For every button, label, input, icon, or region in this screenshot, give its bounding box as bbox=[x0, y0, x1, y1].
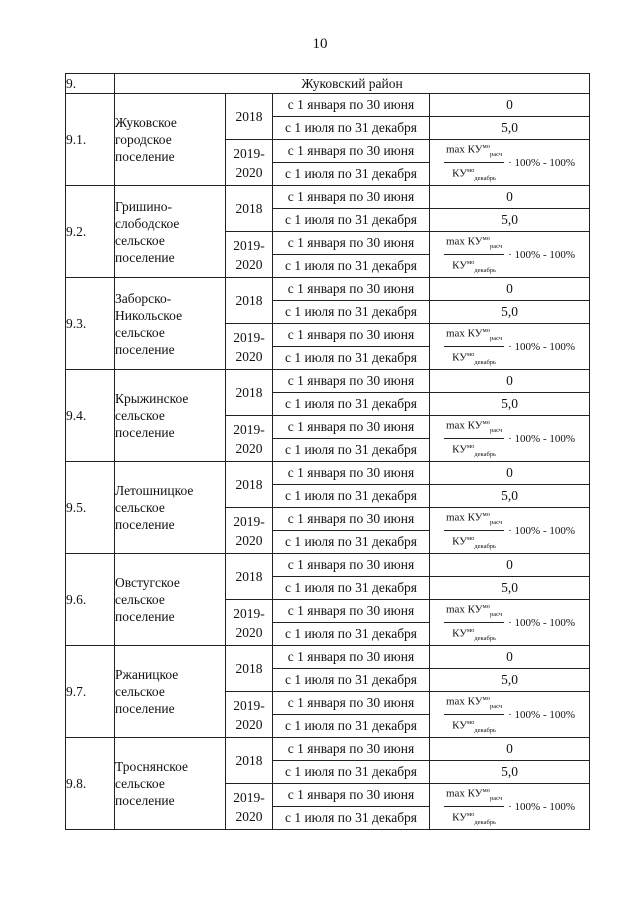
year-range: 2019-2020 bbox=[233, 789, 265, 824]
formula-cell bbox=[430, 600, 590, 646]
period-first-half: с 1 января по 30 июня bbox=[273, 508, 430, 531]
year-range: 2019-2020 bbox=[233, 329, 265, 364]
index-formula bbox=[430, 693, 589, 737]
formula-cell bbox=[430, 508, 590, 554]
period-first-half: с 1 января по 30 июня bbox=[273, 324, 430, 347]
index-formula bbox=[430, 601, 589, 645]
period-first-half: с 1 января по 30 июня bbox=[273, 416, 430, 439]
denominator-sub: декабрь bbox=[474, 450, 497, 458]
formula-cell bbox=[430, 692, 590, 738]
period-second-half: с 1 июля по 31 декабря bbox=[273, 577, 430, 600]
formula-denominator bbox=[452, 163, 496, 185]
numerator-sub: расч bbox=[489, 334, 503, 342]
numerator-sup: мо bbox=[482, 602, 490, 610]
denominator-sub: декабрь bbox=[474, 266, 497, 274]
period-first-half: с 1 января по 30 июня bbox=[273, 278, 430, 301]
year-range: 2019-2020 bbox=[233, 697, 265, 732]
row-number: 9.3. bbox=[66, 278, 115, 370]
numerator-sub: расч bbox=[489, 794, 503, 802]
denominator-text: КУ bbox=[452, 811, 467, 824]
formula-fraction bbox=[444, 785, 504, 829]
times-sign: · bbox=[508, 616, 512, 629]
numerator-sub: расч bbox=[489, 610, 503, 618]
period-first-half: с 1 января по 30 июня bbox=[273, 370, 430, 393]
times-sign: · bbox=[508, 800, 512, 813]
formula-tail-text: 100% - 100% bbox=[514, 616, 576, 629]
year-2018: 2018 bbox=[226, 554, 273, 600]
formula-fraction bbox=[444, 509, 504, 553]
value-second-half-2018: 5,0 bbox=[430, 393, 590, 416]
formula-numerator bbox=[444, 417, 504, 439]
numerator-text: max КУ bbox=[445, 419, 483, 432]
times-sign: · bbox=[508, 708, 512, 721]
settlement-name: Ржаницкое сельское поселение bbox=[115, 646, 226, 738]
numerator-text: max КУ bbox=[445, 603, 483, 616]
year-2019-2020 bbox=[226, 232, 273, 278]
year-2019-2020 bbox=[226, 416, 273, 462]
numerator-sup: мо bbox=[482, 786, 490, 794]
row-number: 9.8. bbox=[66, 738, 115, 830]
table-row bbox=[66, 554, 590, 577]
formula-cell bbox=[430, 416, 590, 462]
settlement-name: Заборско-Никольское сельское поселение bbox=[115, 278, 226, 370]
value-second-half-2018: 5,0 bbox=[430, 209, 590, 232]
denominator-sup: мо bbox=[466, 534, 475, 542]
period-first-half: с 1 января по 30 июня bbox=[273, 738, 430, 761]
formula-tail bbox=[508, 249, 575, 261]
period-second-half: с 1 июля по 31 декабря bbox=[273, 761, 430, 784]
year-2018: 2018 bbox=[226, 370, 273, 416]
settlement-name: Троснянское сельское поселение bbox=[115, 738, 226, 830]
year-2019-2020 bbox=[226, 324, 273, 370]
formula-denominator bbox=[452, 623, 496, 645]
formula-tail-text: 100% - 100% bbox=[514, 524, 576, 537]
settlement-name: Летошницкое сельское поселение bbox=[115, 462, 226, 554]
table-row bbox=[66, 646, 590, 669]
year-2019-2020 bbox=[226, 140, 273, 186]
period-second-half: с 1 июля по 31 декабря bbox=[273, 347, 430, 370]
value-second-half-2018: 5,0 bbox=[430, 117, 590, 140]
formula-fraction bbox=[444, 141, 504, 185]
denominator-text: КУ bbox=[452, 719, 467, 732]
period-first-half: с 1 января по 30 июня bbox=[273, 186, 430, 209]
index-formula bbox=[430, 233, 589, 277]
year-2018: 2018 bbox=[226, 462, 273, 508]
formula-numerator bbox=[444, 509, 504, 531]
numerator-sup: мо bbox=[482, 142, 490, 150]
period-second-half: с 1 июля по 31 декабря bbox=[273, 209, 430, 232]
formula-fraction bbox=[444, 233, 504, 277]
formula-denominator bbox=[452, 531, 496, 553]
numerator-sub: расч bbox=[489, 426, 503, 434]
table-row bbox=[66, 278, 590, 301]
settlement-name: Гришино-слободское сельское поселение bbox=[115, 186, 226, 278]
denominator-text: КУ bbox=[452, 351, 467, 364]
numerator-sup: мо bbox=[482, 418, 490, 426]
numerator-text: max КУ bbox=[445, 787, 483, 800]
period-first-half: с 1 января по 30 июня bbox=[273, 646, 430, 669]
formula-cell bbox=[430, 232, 590, 278]
denominator-text: КУ bbox=[452, 443, 467, 456]
value-first-half-2018: 0 bbox=[430, 646, 590, 669]
numerator-sub: расч bbox=[489, 242, 503, 250]
period-second-half: с 1 июля по 31 декабря bbox=[273, 301, 430, 324]
section-number: 9. bbox=[66, 74, 115, 94]
denominator-text: КУ bbox=[452, 535, 467, 548]
numerator-sup: мо bbox=[482, 326, 490, 334]
formula-numerator bbox=[444, 325, 504, 347]
index-formula bbox=[430, 325, 589, 369]
formula-fraction bbox=[444, 693, 504, 737]
numerator-text: max КУ bbox=[445, 511, 483, 524]
year-2018: 2018 bbox=[226, 738, 273, 784]
year-range: 2019-2020 bbox=[233, 237, 265, 272]
denominator-sup: мо bbox=[466, 626, 475, 634]
period-second-half: с 1 июля по 31 декабря bbox=[273, 255, 430, 278]
denominator-sup: мо bbox=[466, 350, 475, 358]
year-range: 2019-2020 bbox=[233, 145, 265, 180]
formula-tail-text: 100% - 100% bbox=[514, 800, 576, 813]
row-number: 9.2. bbox=[66, 186, 115, 278]
value-first-half-2018: 0 bbox=[430, 186, 590, 209]
formula-numerator bbox=[444, 785, 504, 807]
value-first-half-2018: 0 bbox=[430, 462, 590, 485]
period-second-half: с 1 июля по 31 декабря bbox=[273, 669, 430, 692]
year-2018: 2018 bbox=[226, 94, 273, 140]
settlement-name: Жуковское городское поселение bbox=[115, 94, 226, 186]
index-formula bbox=[430, 785, 589, 829]
formula-fraction bbox=[444, 417, 504, 461]
formula-numerator bbox=[444, 233, 504, 255]
denominator-sup: мо bbox=[466, 718, 475, 726]
year-range: 2019-2020 bbox=[233, 421, 265, 456]
formula-tail-text: 100% - 100% bbox=[514, 708, 576, 721]
period-second-half: с 1 июля по 31 декабря bbox=[273, 485, 430, 508]
table-row bbox=[66, 462, 590, 485]
times-sign: · bbox=[508, 524, 512, 537]
value-first-half-2018: 0 bbox=[430, 94, 590, 117]
formula-tail bbox=[508, 801, 575, 813]
period-second-half: с 1 июля по 31 декабря bbox=[273, 163, 430, 186]
numerator-text: max КУ bbox=[445, 235, 483, 248]
denominator-sub: декабрь bbox=[474, 542, 497, 550]
formula-cell bbox=[430, 784, 590, 830]
formula-numerator bbox=[444, 601, 504, 623]
denominator-text: КУ bbox=[452, 259, 467, 272]
value-first-half-2018: 0 bbox=[430, 554, 590, 577]
period-second-half: с 1 июля по 31 декабря bbox=[273, 531, 430, 554]
year-2018: 2018 bbox=[226, 278, 273, 324]
formula-tail bbox=[508, 709, 575, 721]
row-number: 9.5. bbox=[66, 462, 115, 554]
formula-tail-text: 100% - 100% bbox=[514, 248, 576, 261]
year-2019-2020 bbox=[226, 784, 273, 830]
period-first-half: с 1 января по 30 июня bbox=[273, 784, 430, 807]
formula-fraction bbox=[444, 325, 504, 369]
value-second-half-2018: 5,0 bbox=[430, 577, 590, 600]
period-second-half: с 1 июля по 31 декабря bbox=[273, 117, 430, 140]
numerator-sub: расч bbox=[489, 150, 503, 158]
row-number: 9.1. bbox=[66, 94, 115, 186]
numerator-sup: мо bbox=[482, 510, 490, 518]
numerator-sup: мо bbox=[482, 234, 490, 242]
formula-fraction bbox=[444, 601, 504, 645]
period-first-half: с 1 января по 30 июня bbox=[273, 232, 430, 255]
formula-cell bbox=[430, 324, 590, 370]
section-header-row bbox=[66, 74, 590, 94]
numerator-text: max КУ bbox=[445, 327, 483, 340]
index-formula bbox=[430, 417, 589, 461]
formula-tail bbox=[508, 525, 575, 537]
formula-tail bbox=[508, 433, 575, 445]
row-number: 9.4. bbox=[66, 370, 115, 462]
formula-tail bbox=[508, 617, 575, 629]
row-number: 9.7. bbox=[66, 646, 115, 738]
year-2018: 2018 bbox=[226, 646, 273, 692]
year-2019-2020 bbox=[226, 600, 273, 646]
times-sign: · bbox=[508, 432, 512, 445]
value-second-half-2018: 5,0 bbox=[430, 301, 590, 324]
denominator-text: КУ bbox=[452, 627, 467, 640]
formula-denominator bbox=[452, 715, 496, 737]
value-first-half-2018: 0 bbox=[430, 738, 590, 761]
value-second-half-2018: 5,0 bbox=[430, 761, 590, 784]
period-first-half: с 1 января по 30 июня bbox=[273, 94, 430, 117]
period-second-half: с 1 июля по 31 декабря bbox=[273, 715, 430, 738]
settlement-name: Крыжинское сельское поселение bbox=[115, 370, 226, 462]
period-first-half: с 1 января по 30 июня bbox=[273, 462, 430, 485]
formula-numerator bbox=[444, 693, 504, 715]
denominator-text: КУ bbox=[452, 167, 467, 180]
times-sign: · bbox=[508, 340, 512, 353]
value-first-half-2018: 0 bbox=[430, 278, 590, 301]
numerator-sup: мо bbox=[482, 694, 490, 702]
formula-denominator bbox=[452, 439, 496, 461]
formula-tail-text: 100% - 100% bbox=[514, 156, 576, 169]
year-2018: 2018 bbox=[226, 186, 273, 232]
table-row bbox=[66, 370, 590, 393]
value-second-half-2018: 5,0 bbox=[430, 485, 590, 508]
index-formula bbox=[430, 509, 589, 553]
formula-denominator bbox=[452, 347, 496, 369]
tariff-table bbox=[65, 73, 590, 830]
formula-numerator bbox=[444, 141, 504, 163]
times-sign: · bbox=[508, 156, 512, 169]
period-first-half: с 1 января по 30 июня bbox=[273, 692, 430, 715]
value-first-half-2018: 0 bbox=[430, 370, 590, 393]
numerator-text: max КУ bbox=[445, 143, 483, 156]
denominator-sup: мо bbox=[466, 258, 475, 266]
denominator-sub: декабрь bbox=[474, 174, 497, 182]
period-second-half: с 1 июля по 31 декабря bbox=[273, 393, 430, 416]
year-range: 2019-2020 bbox=[233, 513, 265, 548]
row-number: 9.6. bbox=[66, 554, 115, 646]
formula-tail bbox=[508, 341, 575, 353]
period-second-half: с 1 июля по 31 декабря bbox=[273, 439, 430, 462]
year-range: 2019-2020 bbox=[233, 605, 265, 640]
period-first-half: с 1 января по 30 июня bbox=[273, 600, 430, 623]
formula-denominator bbox=[452, 255, 496, 277]
numerator-text: max КУ bbox=[445, 695, 483, 708]
denominator-sub: декабрь bbox=[474, 358, 497, 366]
year-2019-2020 bbox=[226, 508, 273, 554]
formula-tail bbox=[508, 157, 575, 169]
table-row bbox=[66, 738, 590, 761]
value-second-half-2018: 5,0 bbox=[430, 669, 590, 692]
denominator-sup: мо bbox=[466, 442, 475, 450]
table-body bbox=[66, 74, 590, 830]
denominator-sup: мо bbox=[466, 166, 475, 174]
numerator-sub: расч bbox=[489, 518, 503, 526]
formula-tail-text: 100% - 100% bbox=[514, 432, 576, 445]
period-first-half: с 1 января по 30 июня bbox=[273, 140, 430, 163]
page-number: 10 bbox=[312, 36, 328, 52]
settlement-name: Овстугское сельское поселение bbox=[115, 554, 226, 646]
denominator-sub: декабрь bbox=[474, 634, 497, 642]
year-2019-2020 bbox=[226, 692, 273, 738]
table-row bbox=[66, 94, 590, 117]
denominator-sub: декабрь bbox=[474, 726, 497, 734]
numerator-sub: расч bbox=[489, 702, 503, 710]
denominator-sup: мо bbox=[466, 810, 475, 818]
period-second-half: с 1 июля по 31 декабря bbox=[273, 623, 430, 646]
denominator-sub: декабрь bbox=[474, 818, 497, 826]
section-title: Жуковский район bbox=[115, 74, 590, 94]
index-formula bbox=[430, 141, 589, 185]
formula-cell bbox=[430, 140, 590, 186]
formula-denominator bbox=[452, 807, 496, 829]
period-first-half: с 1 января по 30 июня bbox=[273, 554, 430, 577]
table-row bbox=[66, 186, 590, 209]
formula-tail-text: 100% - 100% bbox=[514, 340, 576, 353]
period-second-half: с 1 июля по 31 декабря bbox=[273, 807, 430, 830]
times-sign: · bbox=[508, 248, 512, 261]
